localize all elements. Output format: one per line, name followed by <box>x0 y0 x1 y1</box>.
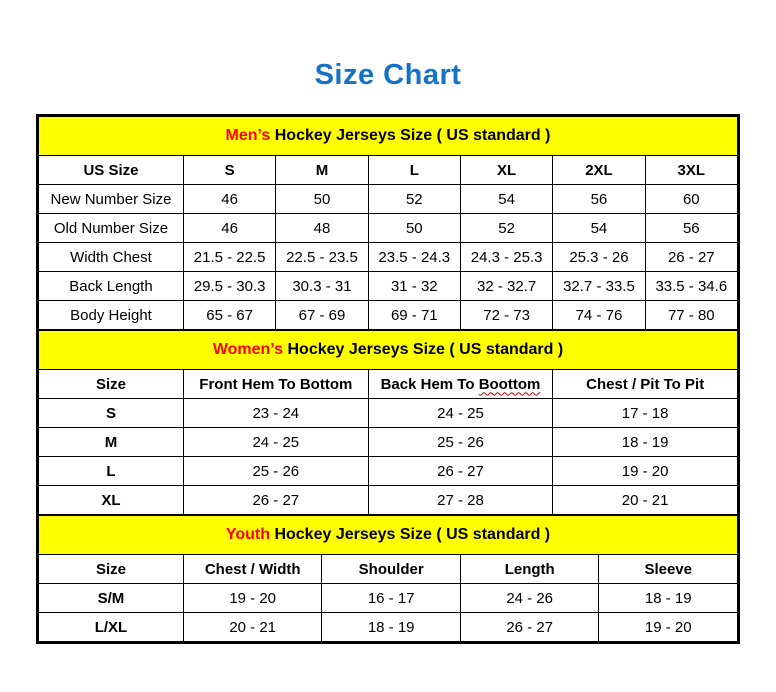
size-value-cell: 65 - 67 <box>183 301 275 330</box>
row-label: New Number Size <box>39 185 184 214</box>
row-label: Back Length <box>39 272 184 301</box>
womens-accent-label: Women’s <box>212 341 284 358</box>
column-header: 2XL <box>553 156 645 185</box>
size-value-cell: 33.5 - 34.6 <box>645 272 737 301</box>
mens-header-row <box>39 156 738 185</box>
column-header: Length <box>460 555 599 584</box>
size-value-cell: 50 <box>276 185 368 214</box>
size-value-cell: 22.5 - 23.5 <box>276 243 368 272</box>
table-row <box>39 613 738 642</box>
row-label: Old Number Size <box>39 214 184 243</box>
size-value-cell: 19 - 20 <box>183 584 322 613</box>
size-value-cell: 27 - 28 <box>368 486 553 515</box>
column-header <box>368 370 553 399</box>
youth-section-bar <box>39 516 738 555</box>
mens-section-bar <box>39 117 738 156</box>
size-value-cell: 20 - 21 <box>183 613 322 642</box>
misspelled-word: Boottom <box>478 375 541 393</box>
column-header-text: Back Hem To <box>380 375 475 393</box>
size-value-cell: 69 - 71 <box>368 301 460 330</box>
size-value-cell: 32 - 32.7 <box>460 272 552 301</box>
size-value-cell: 25 - 26 <box>368 428 553 457</box>
column-header: Chest / Pit To Pit <box>553 370 738 399</box>
size-value-cell: 26 - 27 <box>460 613 599 642</box>
youth-header-row <box>39 555 738 584</box>
size-value-cell: 77 - 80 <box>645 301 737 330</box>
column-header: Shoulder <box>322 555 461 584</box>
size-value-cell: 56 <box>645 214 737 243</box>
womens-size-table <box>38 330 738 515</box>
womens-section-bar <box>39 331 738 370</box>
row-label: S <box>39 399 184 428</box>
column-header: XL <box>460 156 552 185</box>
mens-section-title <box>39 117 738 156</box>
size-value-cell: 48 <box>276 214 368 243</box>
size-value-cell: 23 - 24 <box>183 399 368 428</box>
table-row <box>39 185 738 214</box>
page-title: Size Chart <box>314 59 462 91</box>
column-header: US Size <box>39 156 184 185</box>
size-value-cell: 21.5 - 22.5 <box>183 243 275 272</box>
size-chart <box>36 114 740 644</box>
column-header: 3XL <box>645 156 737 185</box>
youth-section-title <box>39 516 738 555</box>
youth-size-table <box>38 515 738 642</box>
column-header: S <box>183 156 275 185</box>
row-label: Width Chest <box>39 243 184 272</box>
column-header: Chest / Width <box>183 555 322 584</box>
size-value-cell: 18 - 19 <box>322 613 461 642</box>
row-label: M <box>39 428 184 457</box>
size-value-cell: 23.5 - 24.3 <box>368 243 460 272</box>
table-row <box>39 272 738 301</box>
table-row <box>39 486 738 515</box>
size-value-cell: 46 <box>183 185 275 214</box>
table-row <box>39 428 738 457</box>
size-value-cell: 25.3 - 26 <box>553 243 645 272</box>
column-header: L <box>368 156 460 185</box>
size-value-cell: 24 - 25 <box>368 399 553 428</box>
size-value-cell: 24 - 26 <box>460 584 599 613</box>
table-row <box>39 301 738 330</box>
size-value-cell: 26 - 27 <box>368 457 553 486</box>
table-row <box>39 243 738 272</box>
size-value-cell: 26 - 27 <box>183 486 368 515</box>
size-value-cell: 17 - 18 <box>553 399 738 428</box>
table-row <box>39 214 738 243</box>
youth-accent-label: Youth <box>225 526 270 543</box>
size-value-cell: 19 - 20 <box>599 613 738 642</box>
row-label: Body Height <box>39 301 184 330</box>
size-value-cell: 18 - 19 <box>553 428 738 457</box>
size-value-cell: 25 - 26 <box>183 457 368 486</box>
size-value-cell: 31 - 32 <box>368 272 460 301</box>
row-label: L/XL <box>39 613 184 642</box>
womens-heading-text: Hockey Jerseys Size ( US standard ) <box>287 341 564 358</box>
column-header: Size <box>39 370 184 399</box>
womens-section-title <box>39 331 738 370</box>
column-header: Size <box>39 555 184 584</box>
womens-header-row <box>39 370 738 399</box>
size-value-cell: 54 <box>460 185 552 214</box>
mens-size-table <box>38 116 738 330</box>
column-header: M <box>276 156 368 185</box>
mens-accent-label: Men’s <box>225 127 271 144</box>
column-header: Sleeve <box>599 555 738 584</box>
size-value-cell: 24 - 25 <box>183 428 368 457</box>
size-value-cell: 30.3 - 31 <box>276 272 368 301</box>
size-value-cell: 26 - 27 <box>645 243 737 272</box>
table-row <box>39 584 738 613</box>
size-value-cell: 19 - 20 <box>553 457 738 486</box>
table-row <box>39 457 738 486</box>
size-value-cell: 54 <box>553 214 645 243</box>
table-row <box>39 399 738 428</box>
size-value-cell: 29.5 - 30.3 <box>183 272 275 301</box>
size-value-cell: 52 <box>460 214 552 243</box>
size-value-cell: 20 - 21 <box>553 486 738 515</box>
mens-heading-text: Hockey Jerseys Size ( US standard ) <box>274 127 551 144</box>
size-value-cell: 67 - 69 <box>276 301 368 330</box>
size-value-cell: 16 - 17 <box>322 584 461 613</box>
youth-heading-text: Hockey Jerseys Size ( US standard ) <box>274 526 551 543</box>
column-header: Front Hem To Bottom <box>183 370 368 399</box>
row-label: XL <box>39 486 184 515</box>
row-label: L <box>39 457 184 486</box>
size-value-cell: 56 <box>553 185 645 214</box>
size-value-cell: 60 <box>645 185 737 214</box>
row-label: S/M <box>39 584 184 613</box>
size-value-cell: 72 - 73 <box>460 301 552 330</box>
size-value-cell: 46 <box>183 214 275 243</box>
size-value-cell: 18 - 19 <box>599 584 738 613</box>
size-value-cell: 52 <box>368 185 460 214</box>
size-value-cell: 50 <box>368 214 460 243</box>
size-value-cell: 24.3 - 25.3 <box>460 243 552 272</box>
size-value-cell: 32.7 - 33.5 <box>553 272 645 301</box>
size-value-cell: 74 - 76 <box>553 301 645 330</box>
